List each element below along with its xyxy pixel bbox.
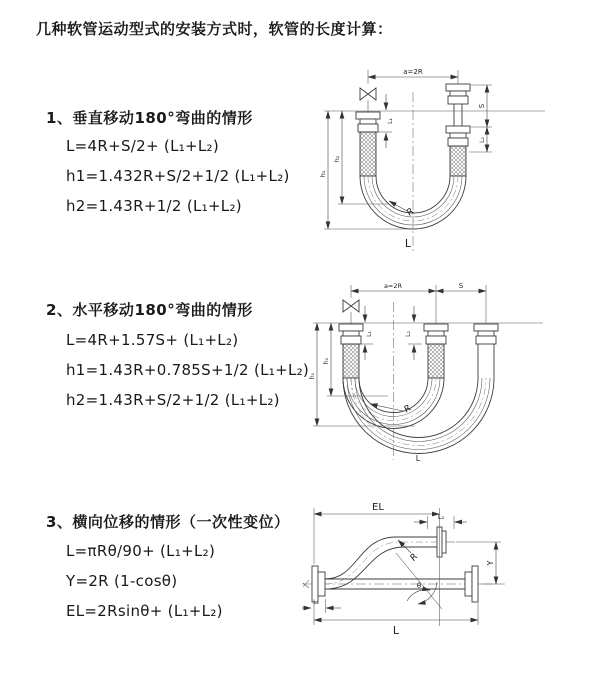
right-flange (465, 566, 478, 602)
braided-hose-right (450, 146, 466, 176)
section-3-formula-Y: Y=2R (1-cosθ) (66, 572, 178, 590)
section-2-formula-L: L=4R+1.57S+ (L₁+L₂) (66, 331, 239, 349)
right-fitting (474, 324, 498, 344)
section-2-formula-h1: h1=1.43R+0.785S+1/2 (L₁+L₂) (66, 361, 310, 379)
dim-label-l2: L₂ (479, 137, 486, 143)
diagram-horizontal-180-bend (303, 278, 595, 468)
section-2-formula-h2: h2=1.43R+S/2+1/2 (L₁+L₂) (66, 391, 280, 409)
upper-flange (437, 527, 446, 557)
section-3-formula-L: L=πRθ/90+ (L₁+L₂) (66, 542, 216, 560)
braided-hose-middle (428, 344, 444, 378)
length-label: L (392, 624, 400, 637)
right-lower-fitting (446, 126, 470, 146)
angle-construction-line (396, 553, 442, 609)
braided-hose-left (360, 132, 376, 176)
dim-label-l1: L₁ (387, 118, 394, 124)
diagram-vertical-180-bend (308, 64, 593, 259)
page-title: 几种软管运动型式的安装方式时，软管的长度计算： (36, 20, 393, 38)
length-label: L (415, 454, 421, 463)
braided-hose-left (343, 344, 359, 378)
angle-arc (407, 590, 430, 601)
dim-label-el: EL (372, 502, 384, 513)
valve-icon (343, 300, 359, 312)
dim-label-s: S (458, 282, 464, 290)
dim-label-a2r: a=2R (383, 282, 403, 290)
radius-label: R (402, 403, 414, 416)
angle-label: θ (416, 582, 422, 590)
section-1-formula-h1: h1=1.432R+S/2+1/2 (L₁+L₂) (66, 167, 290, 185)
dim-label-h2: h₂ (333, 155, 341, 163)
section-1-formula-L: L=4R+S/2+ (L₁+L₂) (66, 137, 220, 155)
section-1-formula-h2: h2=1.43R+1/2 (L₁+L₂) (66, 197, 242, 215)
middle-fitting (424, 324, 448, 344)
dim-label-l2: L₂ (437, 513, 445, 521)
section-2-heading: 2、水平移动180°弯曲的情形 (46, 301, 253, 319)
dim-label-h2: h₂ (323, 357, 330, 365)
dim-label-s: S (478, 103, 486, 109)
dim-label-h1: h₁ (309, 372, 316, 380)
right-upper-fitting (446, 84, 470, 104)
valve-icon (360, 88, 376, 100)
radius-label: R (405, 206, 417, 219)
left-fitting (356, 112, 380, 132)
left-fitting (339, 324, 363, 344)
section-1-heading: 1、垂直移动180°弯曲的情形 (46, 109, 253, 127)
diagram-lateral-displacement (300, 496, 600, 646)
dim-label-l1: L₁ (313, 599, 319, 606)
left-flange (312, 566, 325, 602)
section-3-heading: 3、横向位移的情形（一次性变位） (46, 513, 290, 531)
dim-label-l1: L₁ (366, 331, 373, 337)
length-label: L (404, 237, 412, 250)
dim-label-h1: h₁ (319, 170, 327, 178)
dim-label-l2: L₂ (405, 331, 412, 337)
dim-label-y: Y (486, 560, 495, 566)
radius-label: R (408, 552, 421, 564)
dim-label-a2r: a=2R (403, 68, 423, 76)
hose-u-bend-outer (343, 378, 494, 454)
hose-u-bend-inner (343, 378, 444, 429)
section-3-formula-EL: EL=2Rsinθ+ (L₁+L₂) (66, 602, 223, 620)
